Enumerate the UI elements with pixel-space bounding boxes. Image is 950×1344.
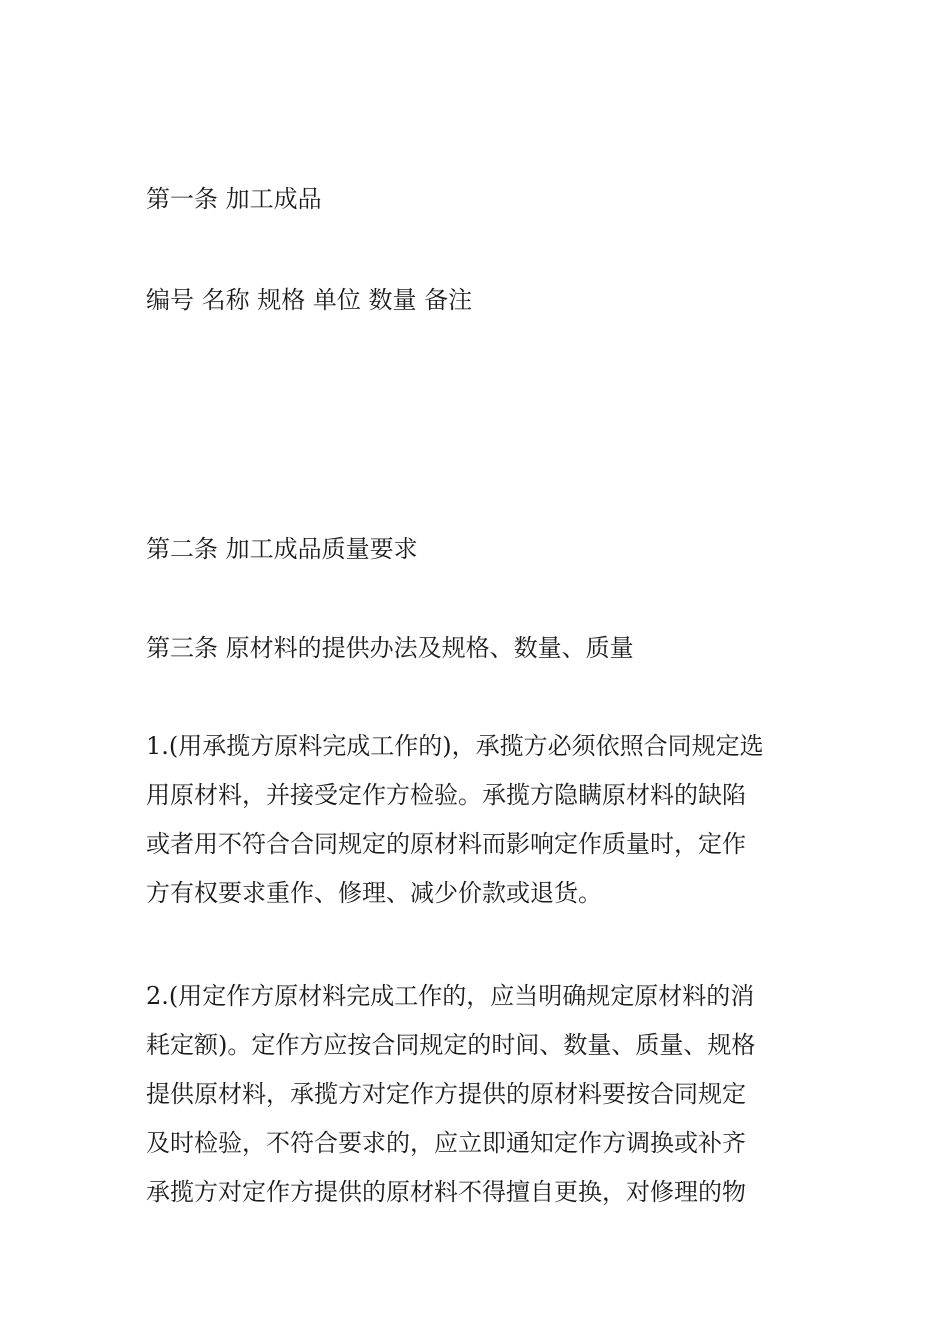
table-header-row: 编号 名称 规格 单位 数量 备注 — [146, 286, 473, 314]
clause-2-line: 2.(用定作方原材料完成工作的，应当明确规定原材料的消 — [146, 982, 755, 1010]
clause-1-line: 或者用不符合合同规定的原材料而影响定作质量时，定作 — [146, 830, 746, 858]
clause-2-line: 耗定额)。定作方应按合同规定的时间、数量、质量、规格 — [146, 1031, 756, 1059]
clause-2-line: 承揽方对定作方提供的原材料不得擅自更换，对修理的物 — [146, 1178, 746, 1206]
clause-1-line: 1.(用承揽方原料完成工作的)，承揽方必须依照合同规定选 — [146, 732, 764, 760]
clause-2-line: 及时检验，不符合要求的，应立即通知定作方调换或补齐 — [146, 1129, 746, 1157]
clause-1-line: 用原材料，并接受定作方检验。承揽方隐瞒原材料的缺陷 — [146, 781, 746, 809]
article-3-heading: 第三条 原材料的提供办法及规格、数量、质量 — [146, 634, 634, 662]
article-1-heading: 第一条 加工成品 — [146, 185, 322, 213]
clause-1-line: 方有权要求重作、修理、减少价款或退货。 — [146, 879, 602, 907]
clause-2-paragraph — [146, 972, 810, 1217]
article-2-heading: 第二条 加工成品质量要求 — [146, 535, 418, 563]
clause-1-paragraph — [146, 722, 810, 918]
clause-2-line: 提供原材料，承揽方对定作方提供的原材料要按合同规定 — [146, 1080, 746, 1108]
